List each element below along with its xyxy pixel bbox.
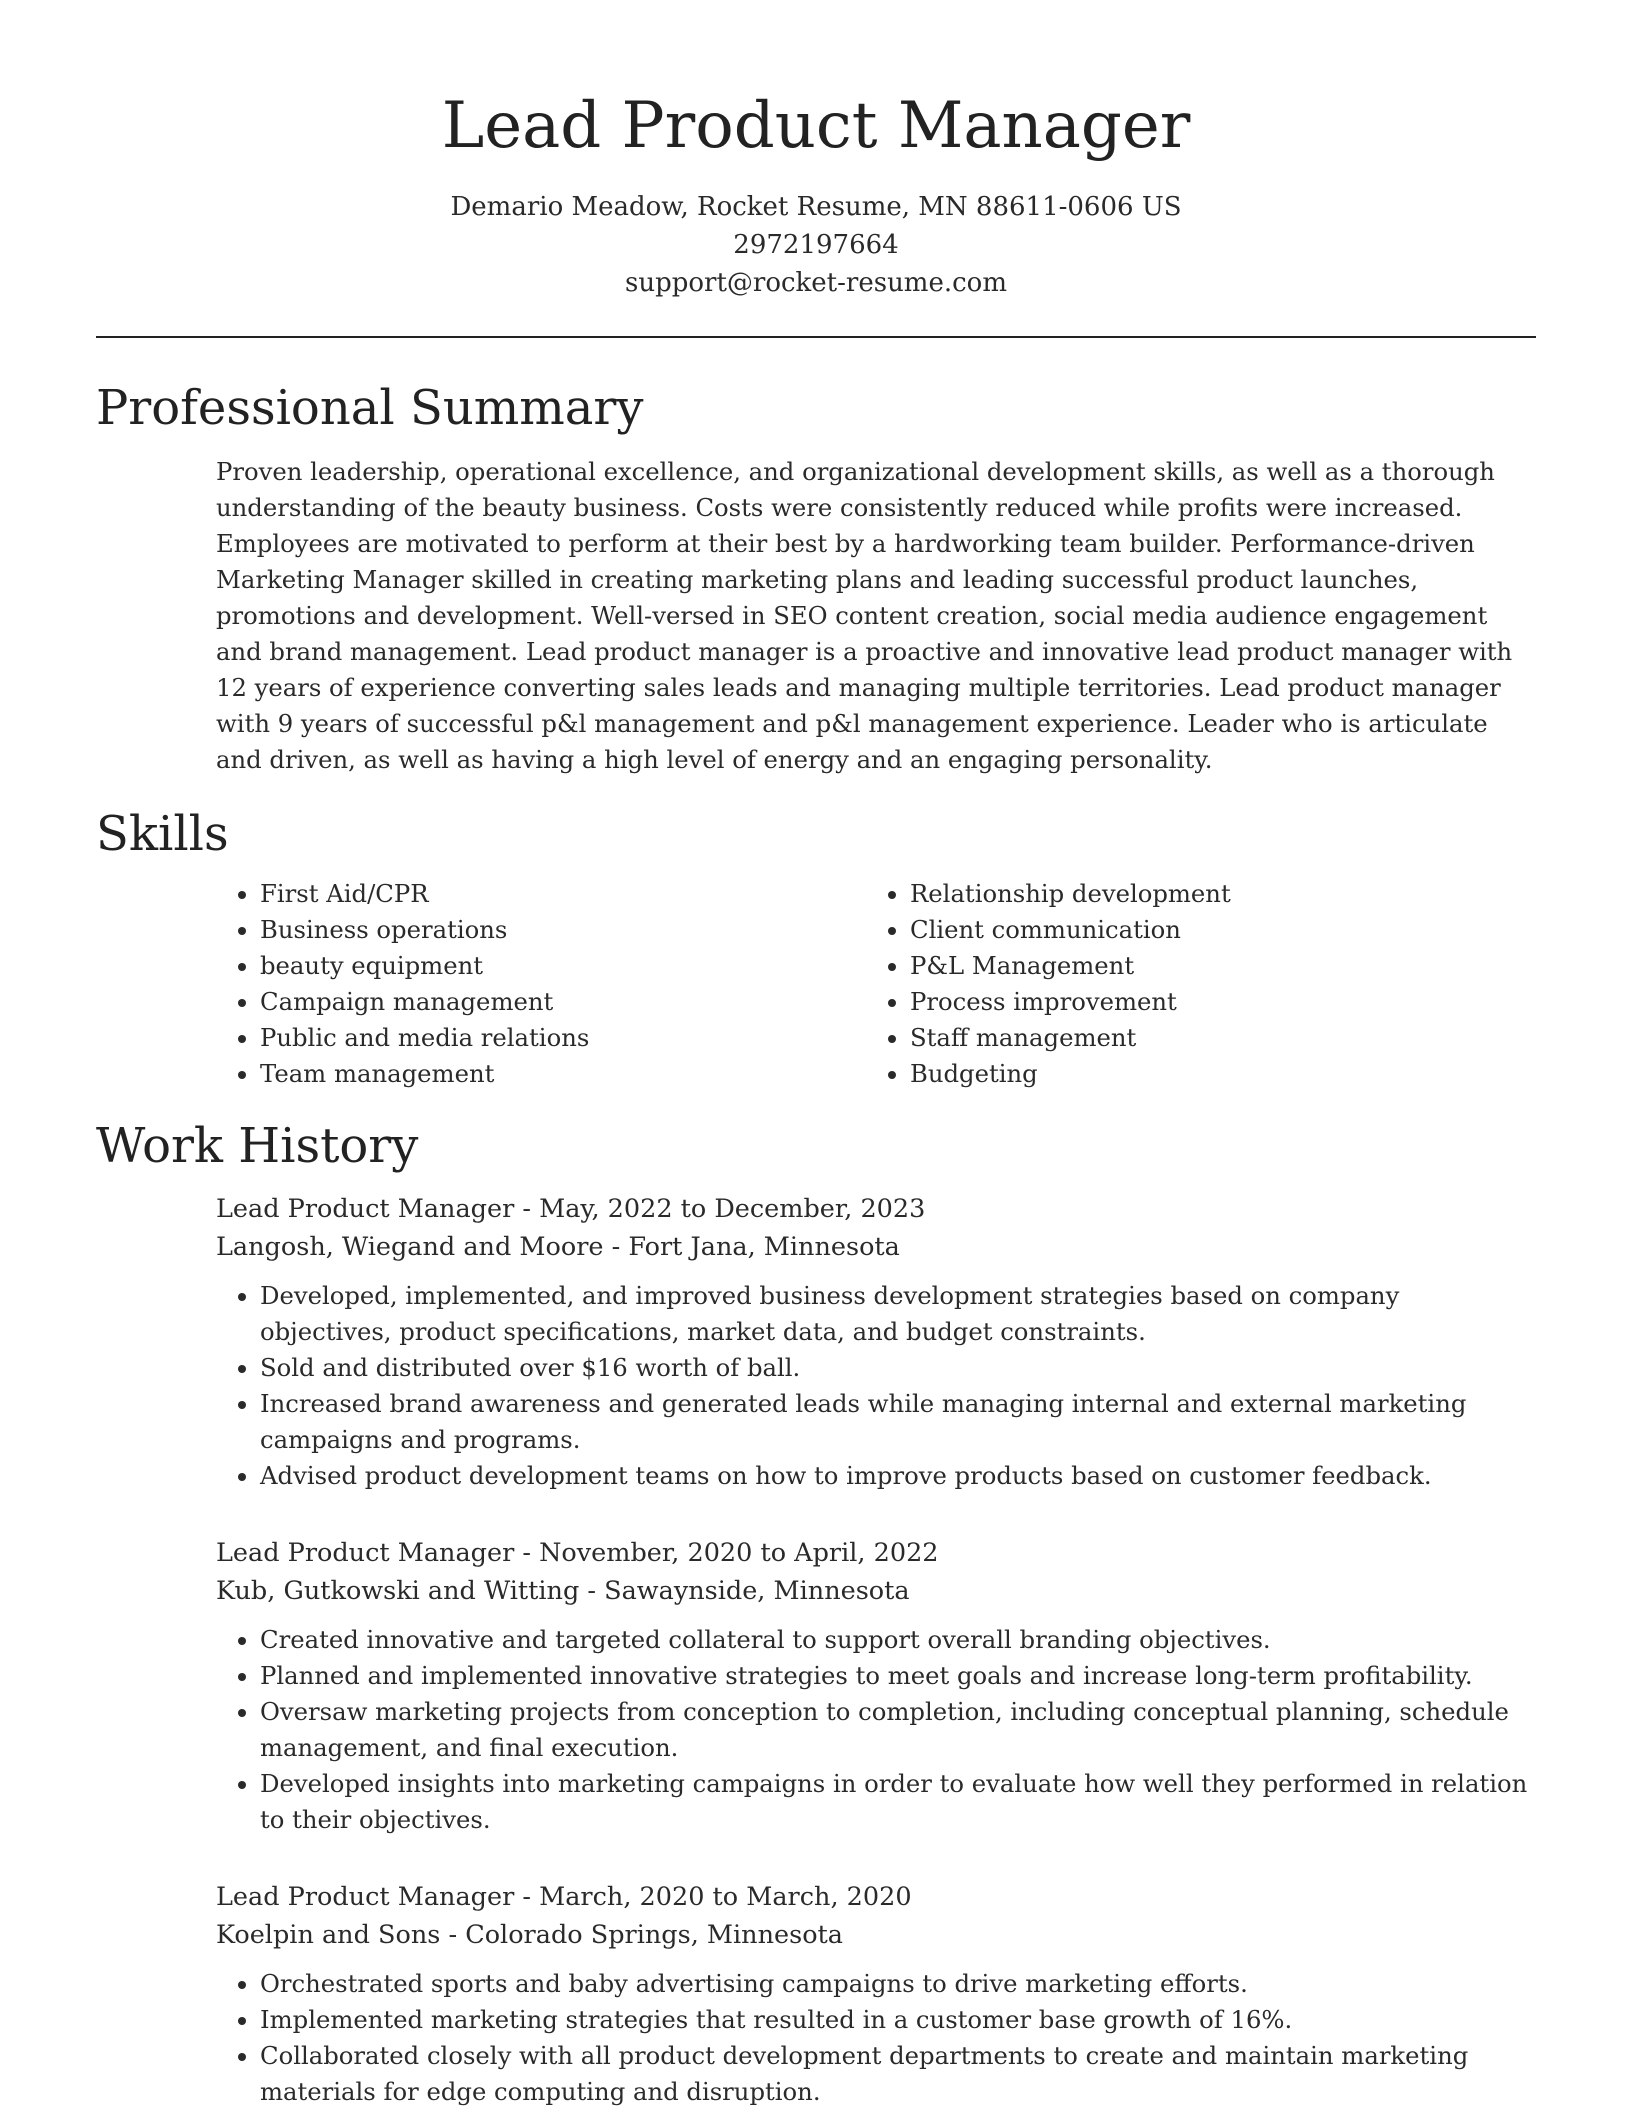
job-title-line: Lead Product Manager - November, 2020 to April, 2022 [216,1538,939,1568]
job-role: Lead Product Manager [216,1538,515,1568]
job-bullet: • Created innovative and targeted collateral to support overall branding objectives. [260,1622,1536,1658]
job-bullet: • Planned and implemented innovative strategies to meet goals and increase long-term profitability. [260,1658,1536,1694]
contact-email[interactable]: support@rocket-resume.com [624,268,1007,298]
job-bullet: • Advised product development teams on how to improve products based on customer feedback. [260,1458,1536,1494]
job-bullet: • Orchestrated sports and baby advertising campaigns to drive marketing efforts. [260,1966,1536,2002]
job-company-line: Langosh, Wiegand and Moore - Fort Jana, Minnesota [216,1232,900,1262]
skill-item: • P&L Management [910,948,1500,984]
job-bullet: • Oversaw marketing projects from conception to completion, including conceptual planning, schedule management, and final execution. [260,1694,1536,1766]
job-location: Fort Jana, Minnesota [628,1232,900,1262]
job-bullet: • Collaborated closely with all product development departments to create and maintain marketing materials for edge computing and disruption. [260,2038,1536,2110]
job-role: Lead Product Manager [216,1194,515,1224]
skills-list [216,876,1536,1092]
job-bullet: • Developed insights into marketing campaigns in order to evaluate how well they performed in relation to their objectives. [260,1766,1536,1838]
job-title-line: Lead Product Manager - March, 2020 to March, 2020 [216,1882,912,1912]
summary-heading: Professional Summary [96,380,644,436]
skill-item: • Client communication [910,912,1500,948]
job-role: Lead Product Manager [216,1882,515,1912]
job-entry [216,1878,1536,2110]
job-company: Koelpin and Sons [216,1920,441,1950]
skill-item: • Team management [260,1056,866,1092]
skill-item: • Budgeting [910,1056,1500,1092]
job-dates: November, 2020 to April, 2022 [539,1538,939,1568]
contact-address: Demario Meadow, Rocket Resume, MN 88611-0606 US [450,192,1182,222]
job-company: Langosh, Wiegand and Moore [216,1232,604,1262]
job-entry [216,1534,1536,1838]
skills-heading: Skills [96,806,229,862]
job-bullets [216,1966,1536,2110]
job-entry [216,1190,1536,1494]
job-bullets [216,1622,1536,1838]
contact-block [0,188,1632,302]
header-divider [96,336,1536,338]
skill-item: • Public and media relations [260,1020,866,1056]
job-company-line: Koelpin and Sons - Colorado Springs, Minnesota [216,1920,844,1950]
resume-name: Lead Product Manager [441,89,1191,163]
skill-item: • Process improvement [910,984,1500,1020]
job-company: Kub, Gutkowski and Witting [216,1576,580,1606]
skill-item: • Relationship development [910,876,1500,912]
job-dates: March, 2020 to March, 2020 [539,1882,912,1912]
contact-phone: 2972197664 [733,230,899,260]
job-location: Sawaynside, Minnesota [604,1576,910,1606]
job-title-line: Lead Product Manager - May, 2022 to December, 2023 [216,1194,926,1224]
job-location: Colorado Springs, Minnesota [465,1920,844,1950]
job-bullet: • Increased brand awareness and generated leads while managing internal and external marketing campaigns and programs. [260,1386,1536,1458]
skills-column-left [216,876,866,1092]
job-dates: May, 2022 to December, 2023 [539,1194,926,1224]
summary-text: Proven leadership, operational excellence, and organizational development skills, as well as a thorough understanding of the beauty business. Costs were consistently reduced while profits were increased. Employees are motivated to perform at their best by a hardworking team builder. Performance-driven Marketing Manager skilled in creating marketing plans and leading successful product launches, promotions and development. Well-versed in SEO content creation, social media audience engagement and brand management. Lead product manager is a proactive and innovative lead product manager with 12 years of experience converting sales leads and managing multiple territories. Lead product manager with 9 years of successful p&l management and p&l management experience. Leader who is articulate and driven, as well as having a high level of energy and an engaging personality. [216,457,1513,774]
skill-item: • beauty equipment [260,948,866,984]
skill-item: • First Aid/CPR [260,876,866,912]
job-bullets [216,1278,1536,1494]
job-company-line: Kub, Gutkowski and Witting - Sawaynside, Minnesota [216,1576,910,1606]
job-bullet: • Developed, implemented, and improved business development strategies based on company objectives, product specifications, market data, and budget constraints. [260,1278,1536,1350]
resume-header [0,0,1632,302]
skill-item: • Staff management [910,1020,1500,1056]
job-bullet: • Implemented marketing strategies that resulted in a customer base growth of 16%. [260,2002,1536,2038]
work-history-heading: Work History [96,1118,419,1174]
skills-column-right [866,876,1500,1092]
job-bullet: • Sold and distributed over $16 worth of ball. [260,1350,1536,1386]
skill-item: • Campaign management [260,984,866,1020]
skill-item: • Business operations [260,912,866,948]
